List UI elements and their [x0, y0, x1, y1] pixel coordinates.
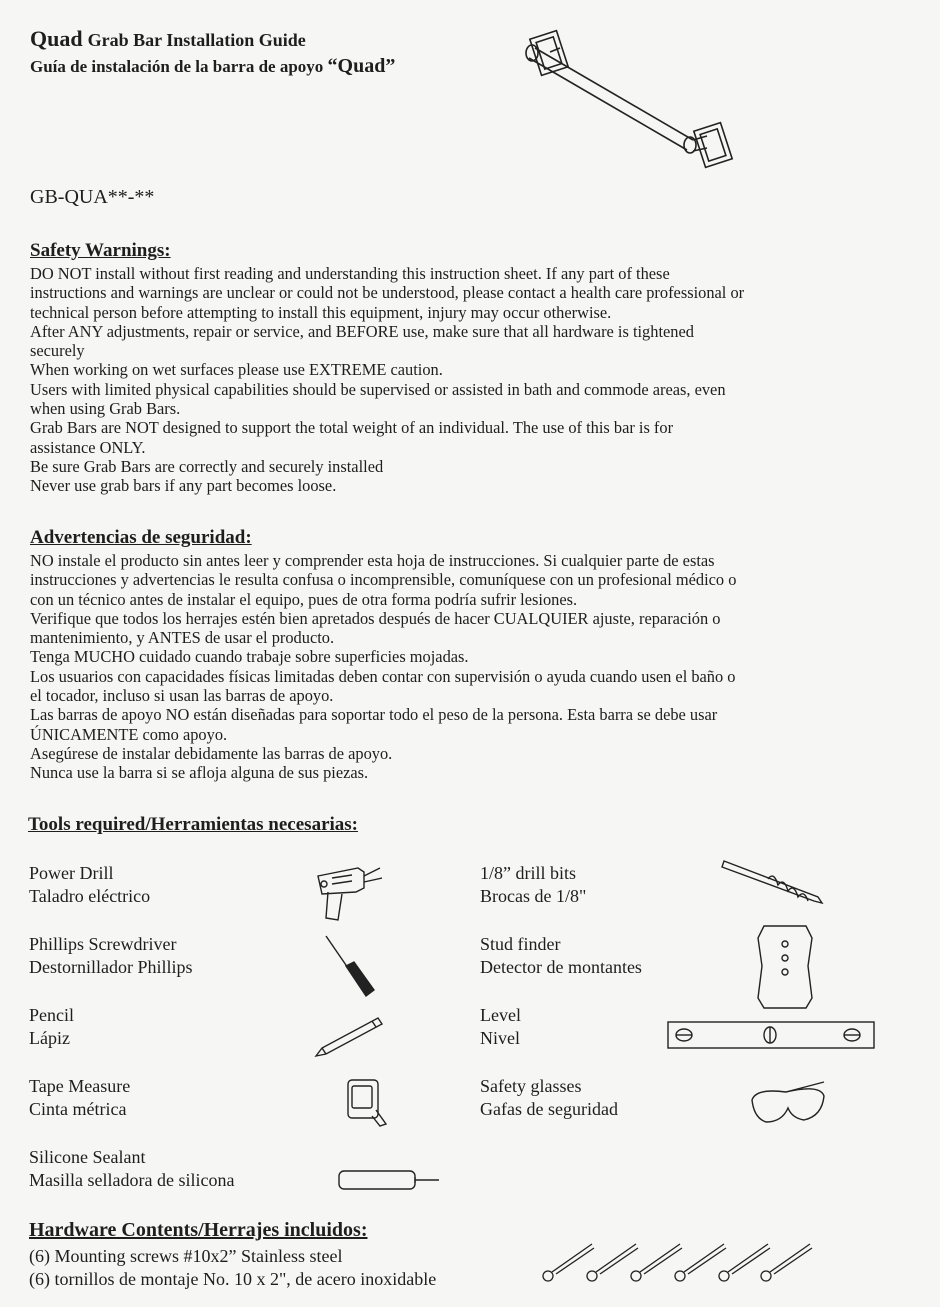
warning-line: ÚNICAMENTE como apoyo. — [30, 724, 228, 744]
title-brand: Quad — [30, 26, 83, 51]
tool-label-es: Nivel — [480, 1028, 520, 1048]
warning-line: When working on wet surfaces please use EXTREME caution. — [30, 360, 443, 380]
tool-label-es: Taladro eléctrico — [29, 886, 151, 906]
safety-warnings-en — [30, 264, 935, 496]
tool-label-en: Phillips Screwdriver — [29, 934, 177, 954]
hardware-heading: Hardware Contents/Herrajes incluidos: — [29, 1219, 368, 1241]
page-title — [30, 26, 306, 52]
power-drill-icon — [312, 858, 387, 923]
tool-tape-measure — [29, 1075, 130, 1121]
tool-label-es: Destornillador Phillips — [29, 957, 193, 977]
hardware-line-es: (6) tornillos de montaje No. 10 x 2", de acero inoxidable — [29, 1269, 437, 1289]
warning-line: Las barras de apoyo NO están diseñadas para soportar todo el peso de la persona. Esta barra se debe usar — [30, 705, 718, 725]
tool-drill-bits — [480, 862, 586, 908]
tool-stud-finder — [480, 933, 642, 979]
screw-icon — [543, 1244, 594, 1281]
tape-measure-icon — [340, 1074, 390, 1129]
safety-glasses-icon — [748, 1078, 830, 1128]
drill-bit-icon — [718, 855, 828, 910]
warning-line: Grab Bars are NOT designed to support the total weight of an individual. The use of this bar is for — [30, 418, 674, 438]
warning-line: securely — [30, 341, 85, 361]
tool-label-en: Safety glasses — [480, 1076, 582, 1096]
warning-line: Los usuarios con capacidades físicas limitadas deben contar con supervisión o ayuda cuando usen el baño o — [30, 666, 736, 686]
tool-label-en: Level — [480, 1005, 521, 1025]
warning-line: Users with limited physical capabilities should be supervised or assisted in bath and commode areas, even — [30, 379, 726, 399]
tool-label-es: Detector de montantes — [480, 957, 642, 977]
warning-line: Be sure Grab Bars are correctly and securely installed — [30, 456, 384, 476]
tool-label-es: Cinta métrica — [29, 1099, 127, 1119]
tool-label-en: Power Drill — [29, 863, 114, 883]
tool-level — [480, 1004, 521, 1050]
grab-bar-icon — [515, 28, 735, 173]
title-text: Grab Bar Installation Guide — [87, 30, 306, 50]
warning-line: Tenga MUCHO cuidado cuando trabaje sobre superficies mojadas. — [30, 647, 469, 667]
tool-label-en: Silicone Sealant — [29, 1147, 146, 1167]
tool-label-es: Brocas de 1/8" — [480, 886, 587, 906]
warning-line: Never use grab bars if any part becomes loose. — [30, 476, 337, 496]
tool-label-es: Lápiz — [29, 1028, 70, 1048]
warning-line: Asegúrese de instalar debidamente las barras de apoyo. — [30, 743, 393, 763]
tool-label-en: 1/8” drill bits — [480, 863, 576, 883]
screws-group — [540, 1236, 810, 1286]
tool-power-drill — [29, 862, 150, 908]
stud-finder-icon — [752, 922, 818, 1012]
safety-warnings-es — [30, 551, 935, 783]
tool-safety-glasses — [480, 1075, 618, 1121]
safety-warnings-heading: Safety Warnings: — [30, 240, 171, 261]
hardware-line-en: (6) Mounting screws #10x2” Stainless steel — [29, 1246, 343, 1266]
level-icon — [666, 1018, 878, 1052]
sealant-tube-icon — [335, 1165, 445, 1195]
tool-label-en: Pencil — [29, 1005, 74, 1025]
title-es-brand: “Quad” — [327, 55, 396, 77]
screw-icon — [631, 1244, 682, 1281]
warning-line: Nunca use la barra si se afloja alguna de sus piezas. — [30, 763, 369, 783]
screw-icon — [719, 1244, 770, 1281]
hardware-list — [29, 1245, 436, 1291]
screwdriver-icon — [320, 932, 380, 998]
screw-icon — [675, 1244, 726, 1281]
warning-line: technical person before attempting to install this equipment, injury may occur otherwise. — [30, 302, 612, 322]
advertencias-heading: Advertencias de seguridad: — [30, 527, 252, 548]
tool-silicone-sealant — [29, 1146, 234, 1192]
pencil-icon — [312, 1012, 387, 1060]
warning-line: assistance ONLY. — [30, 437, 146, 457]
tools-heading: Tools required/Herramientas necesarias: — [28, 814, 359, 835]
warning-line: mantenimiento, y ANTES de usar el producto. — [30, 628, 335, 648]
warning-line: instrucciones y advertencias le resulta confusa o incomprensible, comuníquese con un profesional médico o — [30, 570, 737, 590]
model-number: GB-QUA**-** — [30, 186, 155, 208]
warning-line: when using Grab Bars. — [30, 399, 181, 419]
warning-line: NO instale el producto sin antes leer y comprender esta hoja de instrucciones. Si cualquier parte de estas — [30, 551, 715, 570]
tool-label-en: Tape Measure — [29, 1076, 131, 1096]
warning-line: el tocador, incluso si usan las barras de apoyo. — [30, 686, 334, 706]
tool-label-en: Stud finder — [480, 934, 561, 954]
tool-pencil — [29, 1004, 74, 1050]
warning-line: instructions and warnings are unclear or could not be understood, please contact a health care professional or — [30, 283, 745, 303]
warning-line: DO NOT install without first reading and understanding this instruction sheet. If any part of these — [30, 264, 670, 283]
warning-line: con un técnico antes de instalar el equipo, pues de otra forma podría sufrir lesiones. — [30, 589, 578, 609]
warning-line: After ANY adjustments, repair or service, and BEFORE use, make sure that all hardware is tightened — [30, 321, 694, 341]
tool-label-es: Masilla selladora de silicona — [29, 1170, 235, 1190]
page-title-spanish — [30, 55, 395, 78]
screw-icon — [587, 1244, 638, 1281]
tool-label-es: Gafas de seguridad — [480, 1099, 618, 1119]
tool-screwdriver — [29, 933, 193, 979]
warning-line: Verifique que todos los herrajes estén bien apretados después de hacer CUALQUIER ajuste, reparación o — [30, 608, 721, 628]
title-es-text: Guía de instalación de la barra de apoyo — [30, 57, 324, 76]
